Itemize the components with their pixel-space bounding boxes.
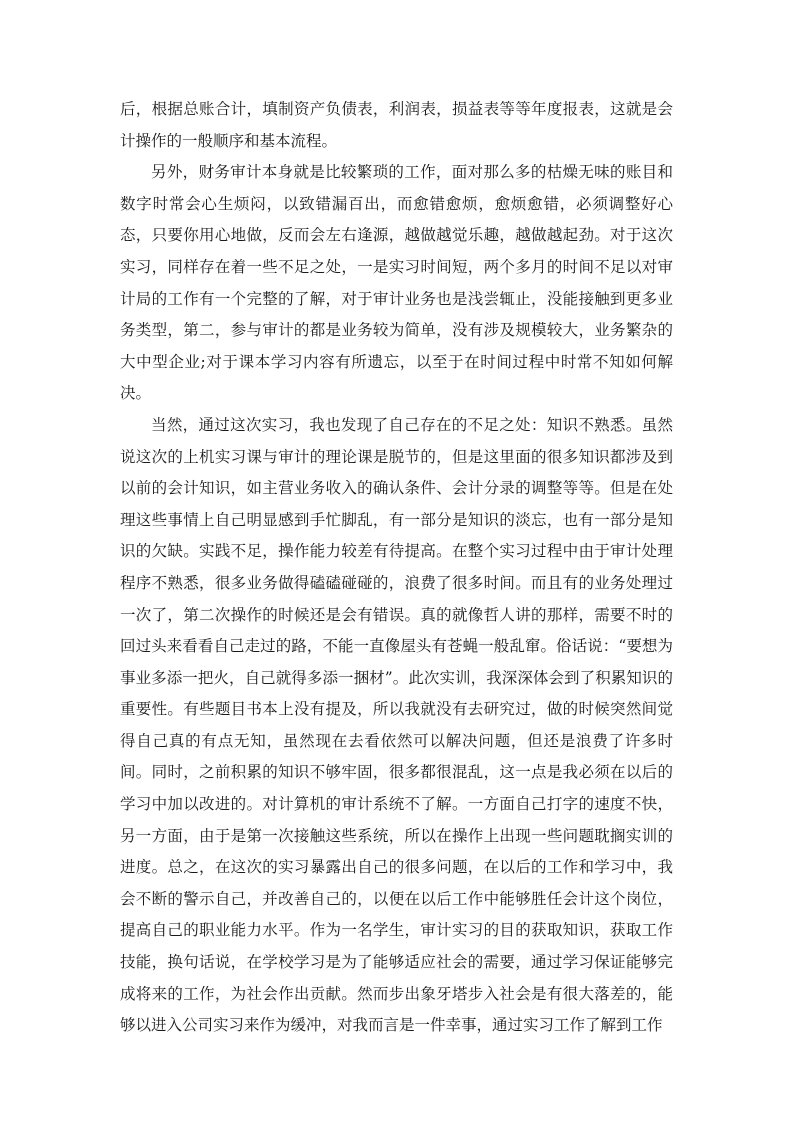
paragraph-self-reflection: 当然，通过这次实习，我也发现了自己存在的不足之处：知识不熟悉。虽然说这次的上机实习课与审计的理论课是脱节的，但是这里面的很多知识都涉及到以前的会计知识，如主营业务收入的确认条件、会计分录的调整等等。但是在处理这些事情上自己明显感到手忙脚乱，有一部分是知识的淡忘，也有一部分是知识的欠缺。实践不足，操作能力较差有待提高。在整个实习过程中由于审计处理程序不熟悉，很多业务做得磕磕碰碰的，浪费了很多时间。而且有的业务处理过一次了，第二次操作的时候还是会有错误。真的就像哲人讲的那样，需要不时的回过头来看看自己走过的路，不能一直像屋头有苍蝇一般乱窜。俗话说：“要想为事业多添一把火，自己就得多添一捆材”。此次实训，我深深体会到了积累知识的重要性。有些题目书本上没有提及，所以我就没有去研究过，做的时候突然间觉得自己真的有点无知，虽然现在去看依然可以解决问题，但还是浪费了许多时间。同时，之前积累的知识不够牢固，很多都很混乱，这一点是我必须在以后的学习中加以改进的。对计算机的审计系统不了解。一方面自己打字的速度不快，另一方面，由于是第一次接触这些系统，所以在操作上出现一些问题耽搁实训的进度。总之，在这次的实习暴露出自己的很多问题，在以后的工作和学习中，我会不断的警示自己，并改善自己的，以便在以后工作中能够胜任会计这个岗位，提高自己的职业能力水平。作为一名学生，审计实习的目的获取知识，获取工作技能，换句话说，在学校学习是为了能够适应社会的需要，通过学习保证能够完成将来的工作，为社会作出贡献。然而步出象牙塔步入社会是有很大落差的，能够以进入公司实习来作为缓冲，对我而言是一件幸事，通过实习工作了解到工作 xyxy=(120,415,673,1035)
paragraph-audit-difficulties: 另外，财务审计本身就是比较繁琐的工作，面对那么多的枯燥无味的账目和数字时常会心生烦闷，以致错漏百出，而愈错愈烦，愈烦愈错，必须调整好心态，只要你用心地做，反而会左右逢源，越做越觉乐趣，越做越起劲。对于这次实习，同样存在着一些不足之处，一是实习时间短，两个多月的时间不足以对审计局的工作有一个完整的了解，对于审计业务也是浅尝辄止，没能接触到更多业务类型，第二，参与审计的都是业务较为简单，没有涉及规模较大，业务繁杂的大中型企业;对于课本学习内容有所遗忘，以至于在时间过程中时常不知如何解决。 xyxy=(120,163,673,403)
document-body xyxy=(120,94,673,1042)
paragraph-continuation: 后，根据总账合计，填制资产负债表，利润表，损益表等等年度报表，这就是会计操作的一般顺序和基本流程。 xyxy=(120,100,673,150)
